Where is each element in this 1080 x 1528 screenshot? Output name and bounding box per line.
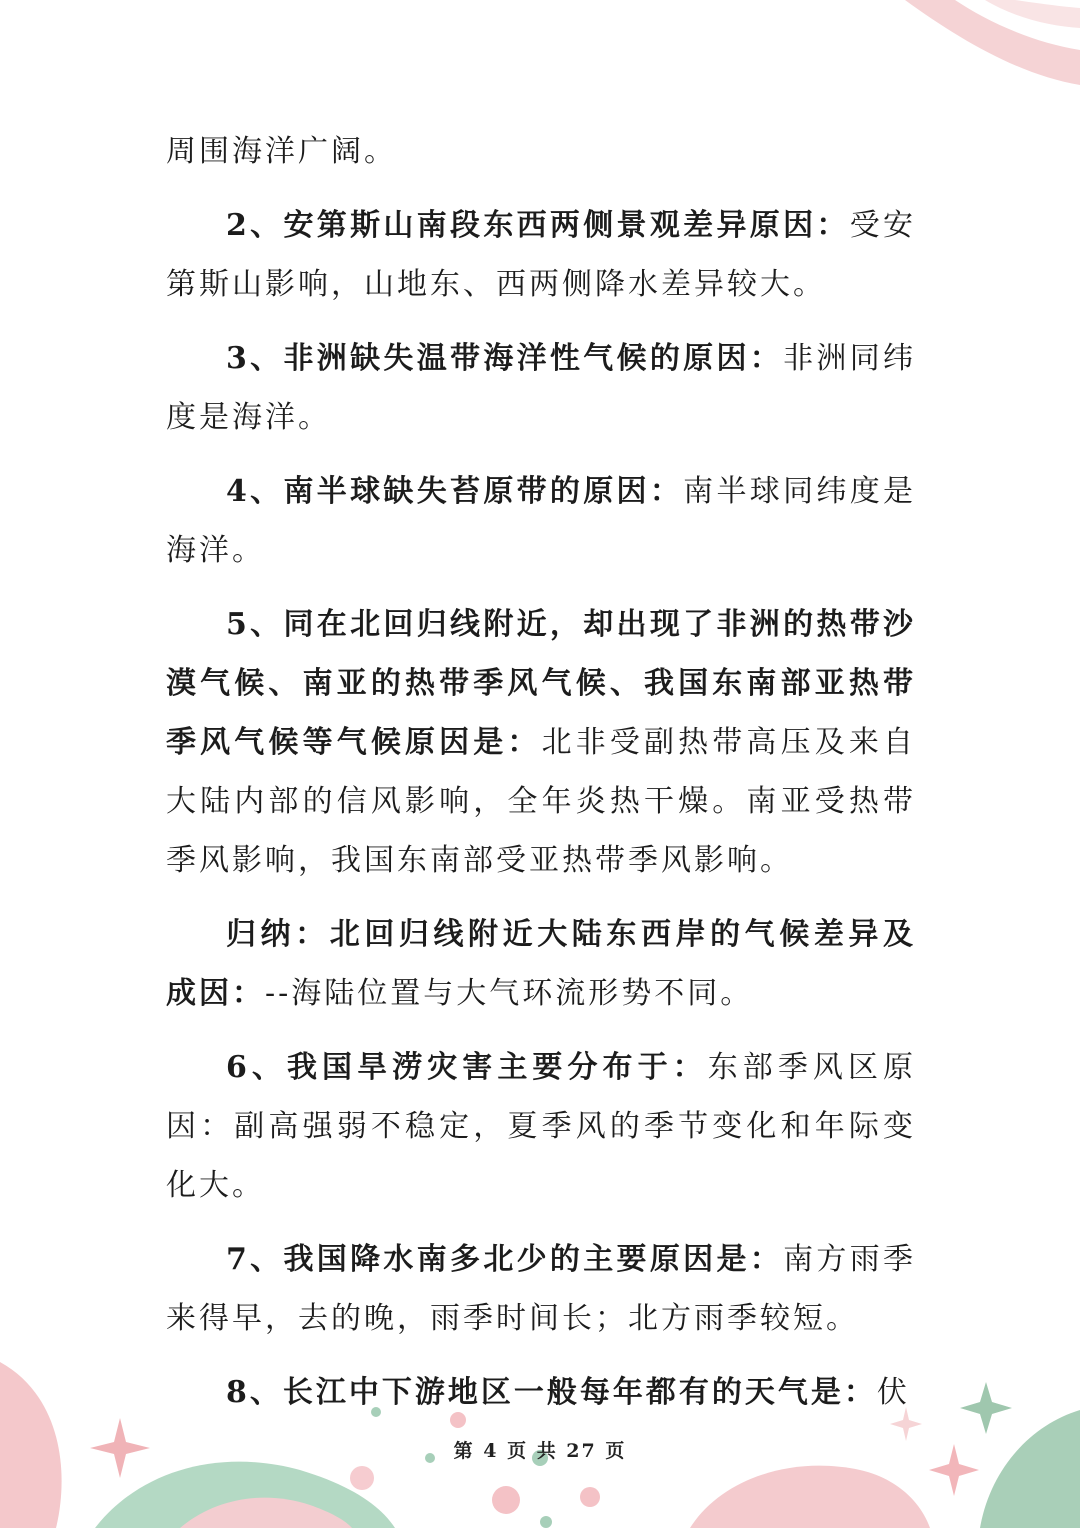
dot-decoration	[350, 1466, 374, 1490]
paragraph: 5、同在北回归线附近，却出现了非洲的热带沙漠气候、南亚的热带季风气候、我国东南部亚热带季风气候等气候原因是：北非受副热带高压及来自大陆内部的信风影响，全年炎热干燥。南亚受热带季风影响，我国东南部受亚热带季风影响。	[166, 607, 917, 878]
paragraph: 3、非洲缺失温带海洋性气候的原因：非洲同纬度是海洋。	[166, 341, 917, 435]
paragraph: 8、长江中下游地区一般每年都有的天气是：伏	[226, 1375, 910, 1410]
page-content	[166, 122, 916, 1437]
dot-decoration	[540, 1516, 552, 1528]
sparkle-green-right-icon	[960, 1382, 1012, 1434]
dot-decoration	[580, 1487, 600, 1507]
paragraph: 7、我国降水南多北少的主要原因是：南方雨季来得早，去的晚，雨季时间长；北方雨季较短。	[166, 1242, 917, 1336]
bottom-right-pink-arc	[690, 1466, 930, 1528]
paragraph: 周围海洋广阔。	[166, 134, 397, 169]
paragraph: 2、安第斯山南段东西两侧景观差异原因：受安第斯山影响，山地东、西两侧降水差异较大。	[166, 208, 917, 302]
paragraph: 归纳：北回归线附近大陆东西岸的气候差异及成因：--海陆位置与大气环流形势不同。	[166, 917, 916, 1011]
paragraph: 6、我国旱涝灾害主要分布于：东部季风区原因：副高强弱不稳定，夏季风的季节变化和年际变化大。	[166, 1050, 916, 1203]
dot-decoration	[492, 1486, 520, 1514]
paragraph: 4、南半球缺失苔原带的原因：南半球同纬度是海洋。	[166, 474, 917, 568]
top-right-arc-inner	[985, 0, 1080, 28]
bottom-right-green-arc	[980, 1410, 1080, 1528]
page-number-footer: 第 4 页 共 27 页	[453, 1440, 627, 1462]
